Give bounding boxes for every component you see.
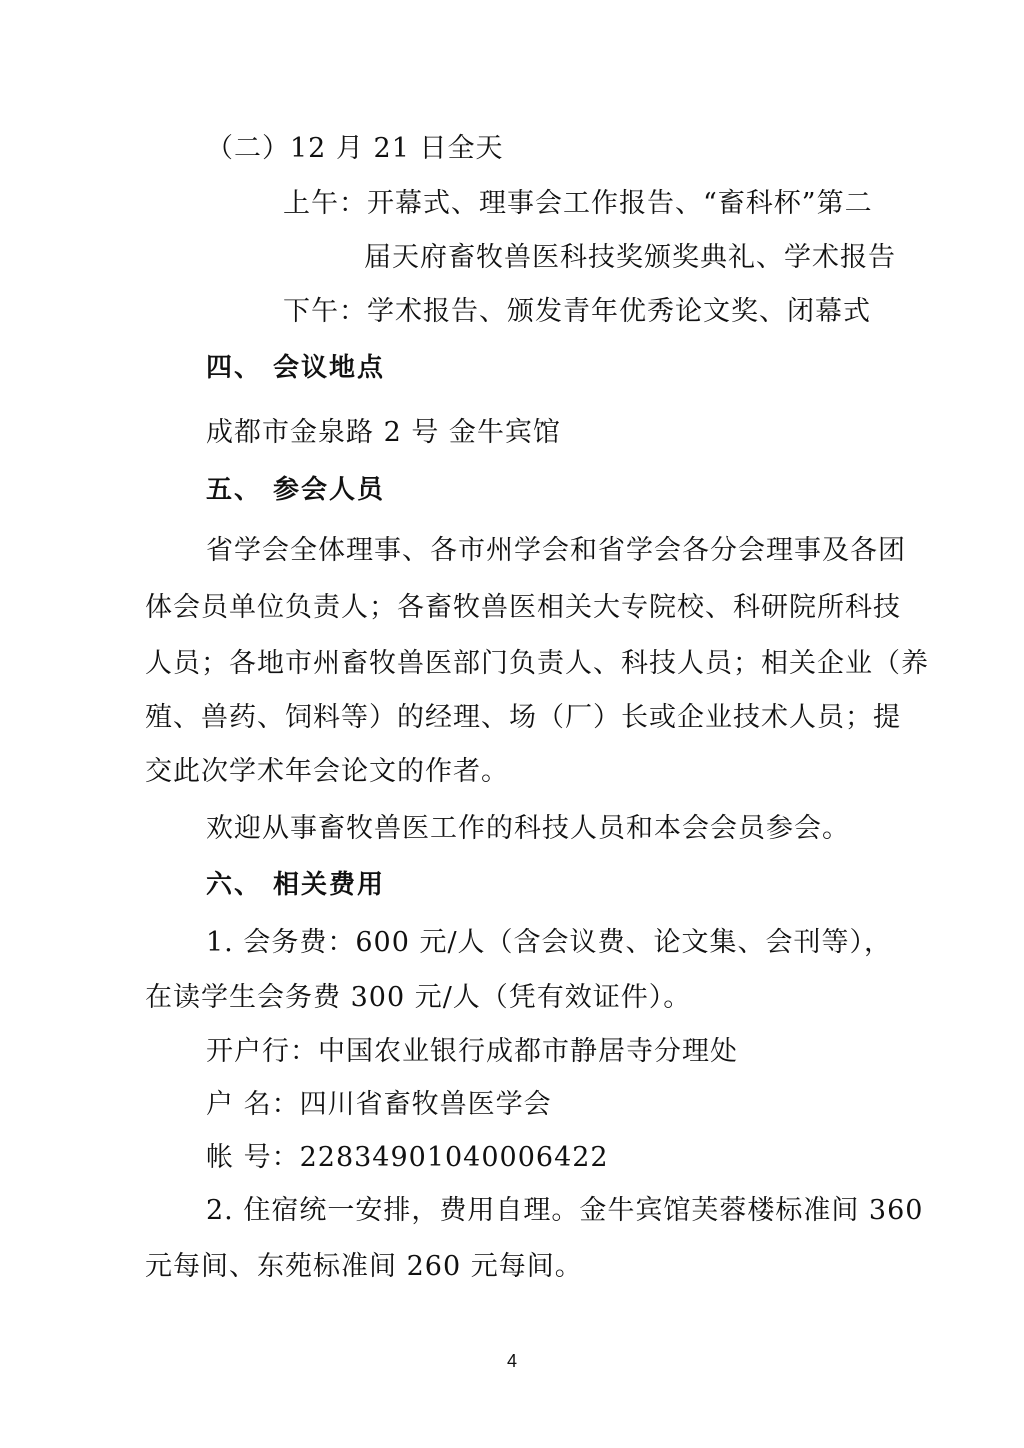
lodging-line-2: 元每间、东苑标准间 260 元每间。 xyxy=(145,1251,583,1282)
account-name: 户 名：四川省畜牧兽医学会 xyxy=(206,1089,552,1120)
page-number: 4 xyxy=(506,1351,517,1371)
fee-line-2: 在读学生会务费 300 元/人（凭有效证件）。 xyxy=(145,982,692,1013)
attendees-line-2: 体会员单位负责人；各畜牧兽医相关大专院校、科研院所科技 xyxy=(145,592,901,623)
welcome-text: 欢迎从事畜牧兽医工作的科技人员和本会会员参会。 xyxy=(206,813,850,844)
attendees-line-4: 殖、兽药、饲料等）的经理、场（厂）长或企业技术人员；提 xyxy=(145,702,901,733)
schedule-afternoon: 下午：学术报告、颁发青年优秀论文奖、闭幕式 xyxy=(283,296,871,327)
fee-line-1: 1. 会务费：600 元/人（含会议费、论文集、会刊等）， xyxy=(206,927,893,958)
section-6-heading: 六、 相关费用 xyxy=(206,870,386,900)
section-4-heading: 四、 会议地点 xyxy=(206,353,386,383)
schedule-morning-line-1: 上午：开幕式、理事会工作报告、“畜科杯”第二 xyxy=(283,188,873,219)
bank-name: 开户行：中国农业银行成都市静居寺分理处 xyxy=(206,1036,738,1067)
schedule-morning-line-2: 届天府畜牧兽医科技奖颁奖典礼、学术报告 xyxy=(364,242,896,273)
section-5-heading: 五、 参会人员 xyxy=(206,475,386,505)
attendees-line-5: 交此次学术年会论文的作者。 xyxy=(145,756,509,787)
schedule-day-heading: （二）12 月 21 日全天 xyxy=(206,133,504,164)
lodging-line-1: 2. 住宿统一安排，费用自理。金牛宾馆芙蓉楼标准间 360 xyxy=(206,1195,924,1226)
attendees-line-1: 省学会全体理事、各市州学会和省学会各分会理事及各团 xyxy=(206,535,906,566)
attendees-line-3: 人员；各地市州畜牧兽医部门负责人、科技人员；相关企业（养 xyxy=(145,648,929,679)
account-number: 帐 号：22834901040006422 xyxy=(206,1142,609,1173)
meeting-address: 成都市金泉路 2 号 金牛宾馆 xyxy=(206,417,561,448)
